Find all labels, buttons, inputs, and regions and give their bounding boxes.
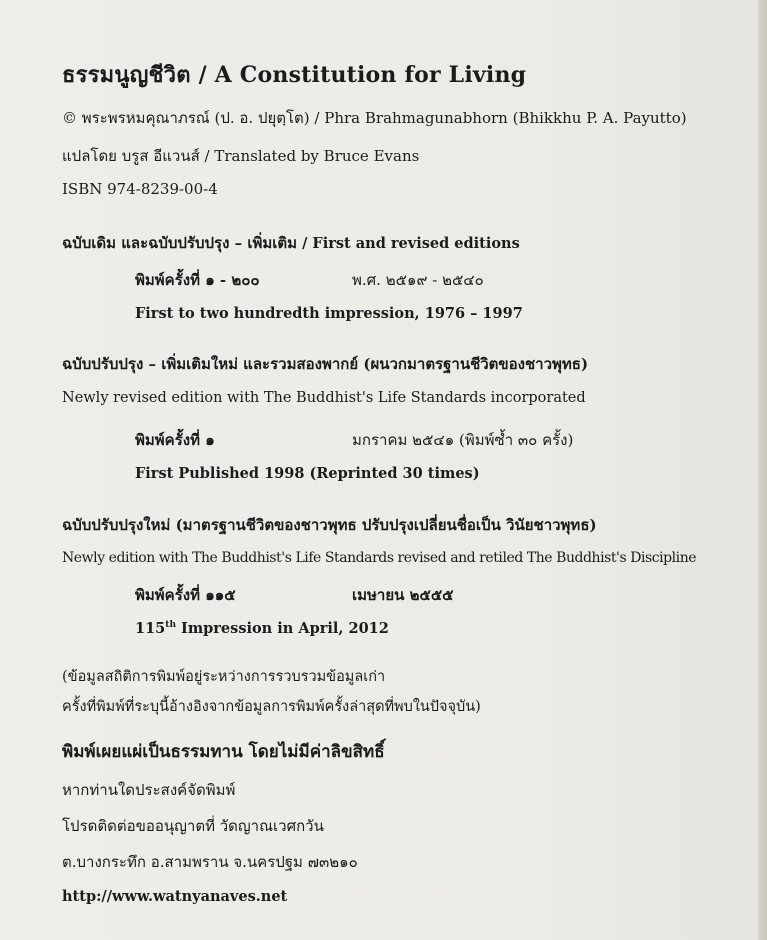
edition-3-english-number: 115 <box>135 620 166 637</box>
edition-1-heading <box>62 231 520 255</box>
edition-2-english: First Published 1998 (Reprinted 30 times) <box>135 465 480 482</box>
isbn: ISBN 974-8239-00-4 <box>62 180 218 198</box>
contact-line-1: หากท่านใดประสงค์จัดพิมพ์ <box>62 781 236 799</box>
book-spine-edge <box>758 0 767 940</box>
edition-2-impression-label: พิมพ์ครั้งที่ ๑ <box>135 431 215 449</box>
contact-line-2: โปรดติดต่อขออนุญาตที่ วัดญาณเวศกวัน <box>62 817 324 835</box>
edition-1-heading-th: ฉบับเดิม และฉบับปรับปรุง – เพิ่มเติม <box>62 234 298 252</box>
statistics-note-line-1: (ข้อมูลสถิติการพิมพ์อยู่ระหว่างการรวบรวมข้อมูลเก่า <box>62 669 386 685</box>
edition-1-heading-en: / First and revised editions <box>297 235 520 252</box>
translator-credit: แปลโดย บรูส อีแวนส์ / Translated by Bruce Evans <box>62 147 420 165</box>
edition-1-impression-label: พิมพ์ครั้งที่ ๑ - ๒๐๐ <box>135 271 260 289</box>
dhamma-dana-heading: พิมพ์เผยแผ่เป็นธรรมทาน โดยไม่มีค่าลิขสิทธิ์ <box>62 742 385 762</box>
edition-2-heading-th: ฉบับปรับปรุง – เพิ่มเติมใหม่ และรวมสองพากย์ (ผนวกมาตรฐานชีวิตของชาวพุทธ) <box>62 355 589 373</box>
edition-1-english: First to two hundredth impression, 1976 – 1997 <box>135 305 523 322</box>
author-credit: © พระพรหมคุณาภรณ์ (ป. อ. ปยุตฺโต) / Phra Brahmagunabhorn (Bhikkhu P. A. Payutto) <box>62 109 687 127</box>
contact-line-3: ต.บางกระทึก อ.สามพราน จ.นครปฐม ๗๓๒๑๐ <box>62 853 358 871</box>
edition-3-english-text: Impression in April, 2012 <box>175 620 389 637</box>
edition-2-heading-en: Newly revised edition with The Buddhist's Life Standards incorporated <box>62 390 586 406</box>
edition-3-impression-label: พิมพ์ครั้งที่ ๑๑๕ <box>135 586 236 604</box>
edition-2-impression-date: มกราคม ๒๕๔๑ (พิมพ์ซ้ำ ๓๐ ครั้ง) <box>352 431 574 449</box>
edition-3-english-ordinal: th <box>165 620 176 630</box>
book-title: ธรรมนูญชีวิต / A Constitution for Living <box>62 62 527 88</box>
edition-1-impression-date: พ.ศ. ๒๕๑๙ - ๒๕๔๐ <box>352 271 484 289</box>
website-url: http://www.watnyanaves.net <box>62 888 288 905</box>
statistics-note-line-2: ครั้งที่พิมพ์ที่ระบุนี้อ้างอิงจากข้อมูลการพิมพ์ครั้งล่าสุดที่พบในปัจจุบัน) <box>62 699 481 715</box>
edition-3-english <box>135 620 389 637</box>
edition-3-impression-date: เมษายน ๒๕๕๕ <box>352 586 454 604</box>
edition-3-heading-th: ฉบับปรับปรุงใหม่ (มาตรฐานชีวิตของชาวพุทธ ปรับปรุงเปลี่ยนชื่อเป็น วินัยชาวพุทธ) <box>62 516 597 534</box>
edition-3-heading-en: Newly edition with The Buddhist's Life Standards revised and retiled The Buddhist's Discipline <box>62 550 697 566</box>
